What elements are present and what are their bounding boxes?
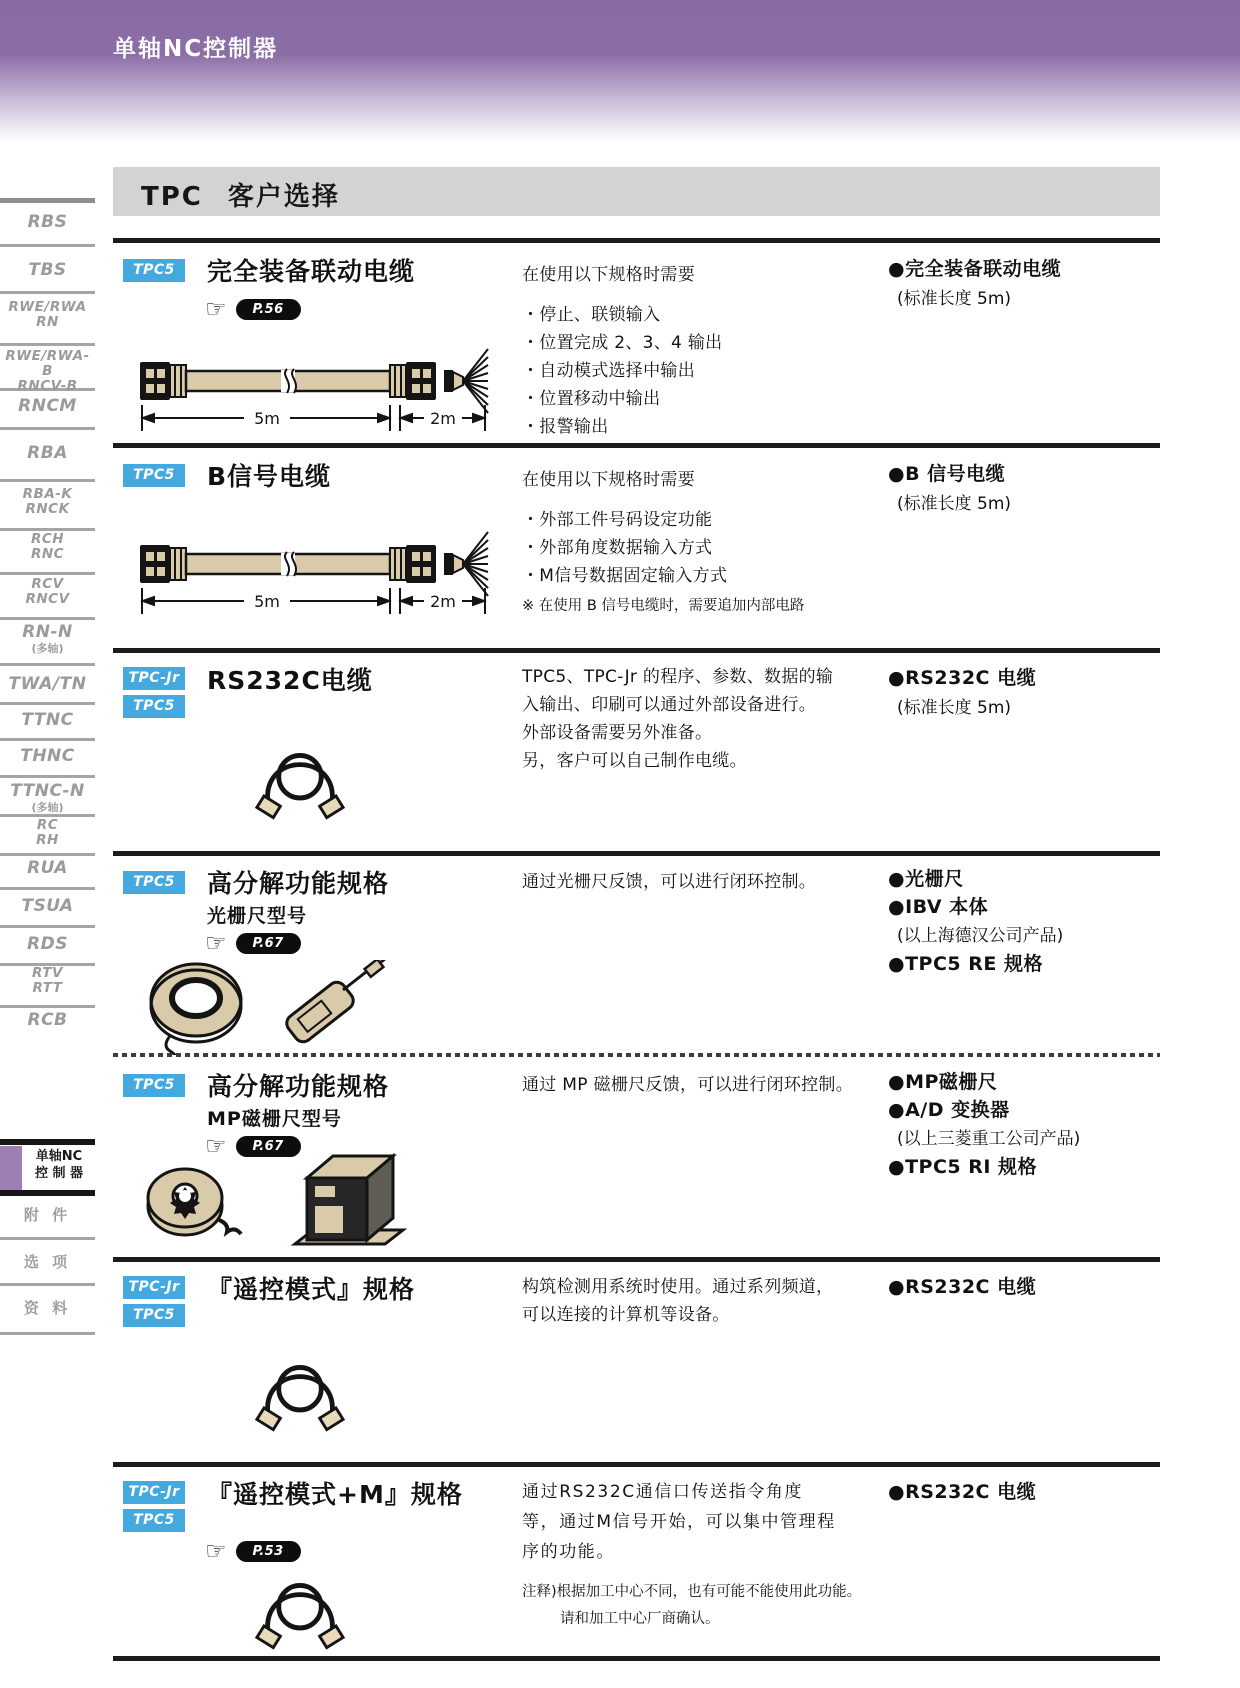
sidebar-item-label: 控 制 器 [34, 1166, 84, 1181]
right-item-sub: (以上三菱重工公司产品) [897, 1129, 1081, 1149]
sidebar-item-label: RNCK [25, 501, 70, 517]
section-title: 『遥控模式』规格 [207, 1275, 416, 1304]
sidebar-item-rds[interactable] [0, 934, 95, 954]
right-item: ●A/D 变换器 [888, 1099, 1010, 1121]
sidebar-item-twa-tn[interactable] [0, 674, 95, 694]
section-divider [113, 1656, 1160, 1661]
sidebar-item-label: RTT [32, 980, 63, 996]
sidebar-divider [0, 853, 95, 856]
section-title: B信号电缆 [207, 462, 332, 491]
sidebar-divider [0, 244, 95, 247]
section-divider-dotted [113, 1053, 1160, 1057]
sidebar [0, 0, 95, 1688]
sidebar-item-label: RCV [31, 576, 64, 592]
sidebar-item-rcv-rncv[interactable] [0, 577, 95, 607]
sidebar-item-rcb[interactable] [0, 1010, 95, 1030]
coiled-cable-drawing [245, 1570, 355, 1655]
coiled-cable-drawing [245, 740, 355, 825]
sidebar-item-options[interactable]: 选 项 [23, 1253, 72, 1271]
right-item: ●光栅尺 [888, 868, 964, 890]
sidebar-item-label: TBS [28, 260, 67, 280]
sidebar-item-label: TTNC-N [10, 781, 85, 801]
right-item-sub: (以上海德汉公司产品) [897, 926, 1064, 946]
sidebar-divider [0, 925, 95, 928]
page-ref-pill[interactable]: P.53 [236, 1541, 301, 1562]
sidebar-item-ttnc-n[interactable] [0, 781, 95, 814]
sidebar-divider [0, 572, 95, 575]
sidebar-divider [0, 738, 95, 741]
sidebar-item-rtv-rtt[interactable] [0, 966, 95, 996]
badge-tpc-jr: TPC-Jr [123, 1481, 185, 1504]
sidebar-divider [0, 775, 95, 778]
sidebar-item-label: RCH [30, 531, 65, 547]
section-title: 完全装备联动电缆 [207, 257, 416, 286]
sidebar-item-label: RNCM [18, 396, 77, 416]
bullet-item: ・外部工件号码设定功能 [522, 510, 713, 530]
desc-line: TPC5、TPC-Jr 的程序、参数、数据的输 [522, 667, 834, 687]
sidebar-divider [0, 427, 95, 430]
sidebar-divider [0, 198, 95, 203]
sidebar-item-label: TSUA [21, 896, 74, 916]
right-item: ●RS232C 电缆 [888, 1276, 1037, 1298]
section-divider [113, 238, 1160, 243]
desc-intro: 在使用以下规格时需要 [522, 265, 695, 285]
sidebar-item-label: TWA/TN [8, 674, 87, 694]
dimension-label-5m: 5m [254, 409, 280, 428]
desc-line: 通过RS232C通信口传送指令角度 [522, 1482, 804, 1502]
section-divider [113, 1462, 1160, 1467]
sidebar-item-label: TTNC [21, 710, 74, 730]
right-item-sub: (标准长度 5m) [897, 494, 1012, 514]
badge-tpc5: TPC5 [123, 259, 185, 282]
page-ref-pill[interactable]: P.67 [236, 933, 301, 954]
sidebar-divider [0, 887, 95, 890]
desc-line: 通过光栅尺反馈，可以进行闭环控制。 [522, 872, 817, 892]
page-title: TPC 客户选择 [141, 182, 340, 212]
sidebar-active-border [0, 1139, 95, 1145]
sidebar-item-rba[interactable] [0, 443, 95, 463]
sidebar-item-label: 单轴NC [35, 1149, 83, 1164]
dimension-label-2m: 2m [430, 592, 456, 611]
section-title: RS232C电缆 [207, 666, 373, 695]
bullet-item: ・位置完成 2、3、4 输出 [522, 333, 723, 353]
section-divider [113, 1257, 1160, 1262]
right-item-sub: (标准长度 5m) [897, 698, 1012, 718]
sidebar-item-label: RN-N [22, 622, 73, 642]
desc-line: 通过 MP 磁栅尺反馈，可以进行闭环控制。 [522, 1075, 854, 1095]
sidebar-item-label: RNCV [25, 591, 70, 607]
sidebar-divider [0, 1005, 95, 1008]
sidebar-item-sublabel: (多轴) [31, 801, 64, 814]
sidebar-item-label: RBA-K [22, 486, 73, 502]
pointing-hand-icon: ☞ [205, 1132, 227, 1160]
right-item: ●RS232C 电缆 [888, 667, 1037, 689]
right-item: ●B 信号电缆 [888, 463, 1006, 485]
dimension-label-2m: 2m [430, 409, 456, 428]
sidebar-item-ttnc[interactable] [0, 710, 95, 730]
sidebar-item-rba-k-rnck[interactable] [0, 487, 95, 517]
sidebar-divider [0, 291, 95, 294]
page-ref [205, 929, 301, 957]
sidebar-divider [0, 663, 95, 666]
sidebar-item-materials[interactable]: 资 料 [23, 1299, 72, 1317]
sidebar-divider [0, 617, 95, 620]
sidebar-item-tbs[interactable] [0, 260, 95, 280]
page-ref [205, 1537, 301, 1565]
sidebar-item-label: RC [36, 817, 59, 833]
section-subtitle: MP磁栅尺型号 [207, 1108, 342, 1130]
page-header [0, 0, 1240, 150]
sidebar-item-rbs[interactable] [0, 212, 95, 232]
sidebar-item-label: RNC [30, 546, 65, 562]
breakout-cable-drawing [138, 345, 490, 433]
sidebar-item-accessories[interactable]: 附 件 [23, 1206, 72, 1224]
pointing-hand-icon: ☞ [205, 1537, 227, 1565]
sidebar-item-label: RUA [27, 858, 68, 878]
sidebar-item-label: RCB [27, 1010, 68, 1030]
right-item: ●RS232C 电缆 [888, 1481, 1037, 1503]
sidebar-divider [0, 1237, 95, 1240]
sidebar-active-border [0, 1190, 95, 1196]
page-ref-pill[interactable]: P.56 [236, 299, 301, 320]
sidebar-item-rc-rh[interactable] [0, 818, 95, 848]
sidebar-item-label: RNCV-B [17, 378, 78, 394]
bullet-item: ・自动模式选择中输出 [522, 361, 695, 381]
desc-line: 另，客户可以自己制作电缆。 [522, 751, 747, 771]
right-item-sub: (标准长度 5m) [897, 289, 1012, 309]
section-title: 高分解功能规格 [207, 869, 390, 898]
coiled-cable-drawing [245, 1352, 355, 1437]
desc-line: 序的功能。 [522, 1542, 615, 1562]
optical-scale-drawing [138, 960, 408, 1055]
sidebar-item-label: THNC [20, 746, 75, 766]
badge-tpc5: TPC5 [123, 871, 185, 894]
sidebar-active-marker [0, 1146, 22, 1190]
sidebar-item-label: RDS [27, 934, 68, 954]
badge-tpc5: TPC5 [123, 464, 185, 487]
desc-line: 可以连接的计算机等设备。 [522, 1305, 730, 1325]
desc-line: 外部设备需要另外准备。 [522, 723, 713, 743]
page-title-bar [113, 167, 1160, 216]
bullet-item: ・位置移动中输出 [522, 389, 661, 409]
sidebar-item-label: RTV [32, 965, 63, 981]
section-note: 请和加工中心厂商确认。 [560, 1611, 720, 1627]
sidebar-item-rua[interactable] [0, 858, 95, 878]
badge-tpc-jr: TPC-Jr [123, 1276, 185, 1299]
section-divider [113, 648, 1160, 653]
desc-intro: 在使用以下规格时需要 [522, 470, 695, 490]
sidebar-divider [0, 343, 95, 346]
badge-tpc5: TPC5 [123, 695, 185, 718]
sidebar-item-rn-n[interactable] [0, 622, 95, 655]
sidebar-item-thnc[interactable] [0, 746, 95, 766]
sidebar-divider [0, 1283, 95, 1286]
sidebar-item-rwe-rwa-b-rncv-b[interactable] [0, 349, 95, 394]
sidebar-item-label: RN [36, 314, 59, 330]
desc-line: 入输出、印刷可以通过外部设备进行。 [522, 695, 817, 715]
bullet-item: ・报警输出 [522, 417, 609, 437]
right-item: ●完全装备联动电缆 [888, 258, 1062, 280]
bullet-item: ・M信号数据固定输入方式 [522, 566, 728, 586]
section-divider [113, 443, 1160, 448]
page-header-title: 单轴NC控制器 [113, 36, 279, 62]
badge-tpc-jr: TPC-Jr [123, 667, 185, 690]
sidebar-item-label: RWE/RWA [8, 299, 87, 315]
desc-line: 等，通过M信号开始，可以集中管理程 [522, 1512, 836, 1532]
page-ref-pill[interactable]: P.67 [236, 1136, 301, 1157]
sidebar-item-label: RBS [27, 212, 68, 232]
pointing-hand-icon: ☞ [205, 929, 227, 957]
pointing-hand-icon: ☞ [205, 295, 227, 323]
right-item: ●TPC5 RE 规格 [888, 953, 1043, 975]
sidebar-item-rncm[interactable] [0, 396, 95, 416]
sidebar-item-label: RBA [27, 443, 68, 463]
sidebar-item-sublabel: (多轴) [31, 642, 64, 655]
dimension-label-5m: 5m [254, 592, 280, 611]
right-item: ●IBV 本体 [888, 896, 989, 918]
sidebar-item-tsua[interactable] [0, 896, 95, 916]
badge-tpc5: TPC5 [123, 1304, 185, 1327]
section-title: 高分解功能规格 [207, 1072, 390, 1101]
desc-line: 构筑检测用系统时使用。通过系列频道， [522, 1277, 834, 1297]
sidebar-item-label: RWE/RWA-B [5, 348, 90, 379]
breakout-cable-drawing [138, 528, 490, 616]
badge-tpc5: TPC5 [123, 1074, 185, 1097]
section-subtitle: 光栅尺型号 [207, 905, 308, 927]
badge-tpc5: TPC5 [123, 1509, 185, 1532]
sidebar-item-rch-rnc[interactable] [0, 532, 95, 562]
mp-scale-drawing [135, 1146, 425, 1256]
right-item: ●TPC5 RI 规格 [888, 1156, 1038, 1178]
bullet-item: ・停止、联锁输入 [522, 305, 661, 325]
sidebar-divider [0, 702, 95, 705]
sidebar-item-rwe-rwa-rn[interactable] [0, 300, 95, 330]
section-divider [113, 851, 1160, 856]
sidebar-item-label: RH [36, 832, 59, 848]
sidebar-item-active-nc-controller[interactable] [24, 1148, 94, 1182]
bullet-item: ・外部角度数据输入方式 [522, 538, 713, 558]
page-ref [205, 295, 301, 323]
section-note: 注释)根据加工中心不同，也有可能不能使用此功能。 [522, 1584, 862, 1600]
sidebar-divider [0, 479, 95, 482]
section-title: 『遥控模式+M』规格 [207, 1480, 463, 1509]
section-note: ※ 在使用 B 信号电缆时，需要追加内部电路 [522, 598, 805, 614]
sidebar-divider [0, 1332, 95, 1335]
right-item: ●MP磁栅尺 [888, 1071, 998, 1093]
